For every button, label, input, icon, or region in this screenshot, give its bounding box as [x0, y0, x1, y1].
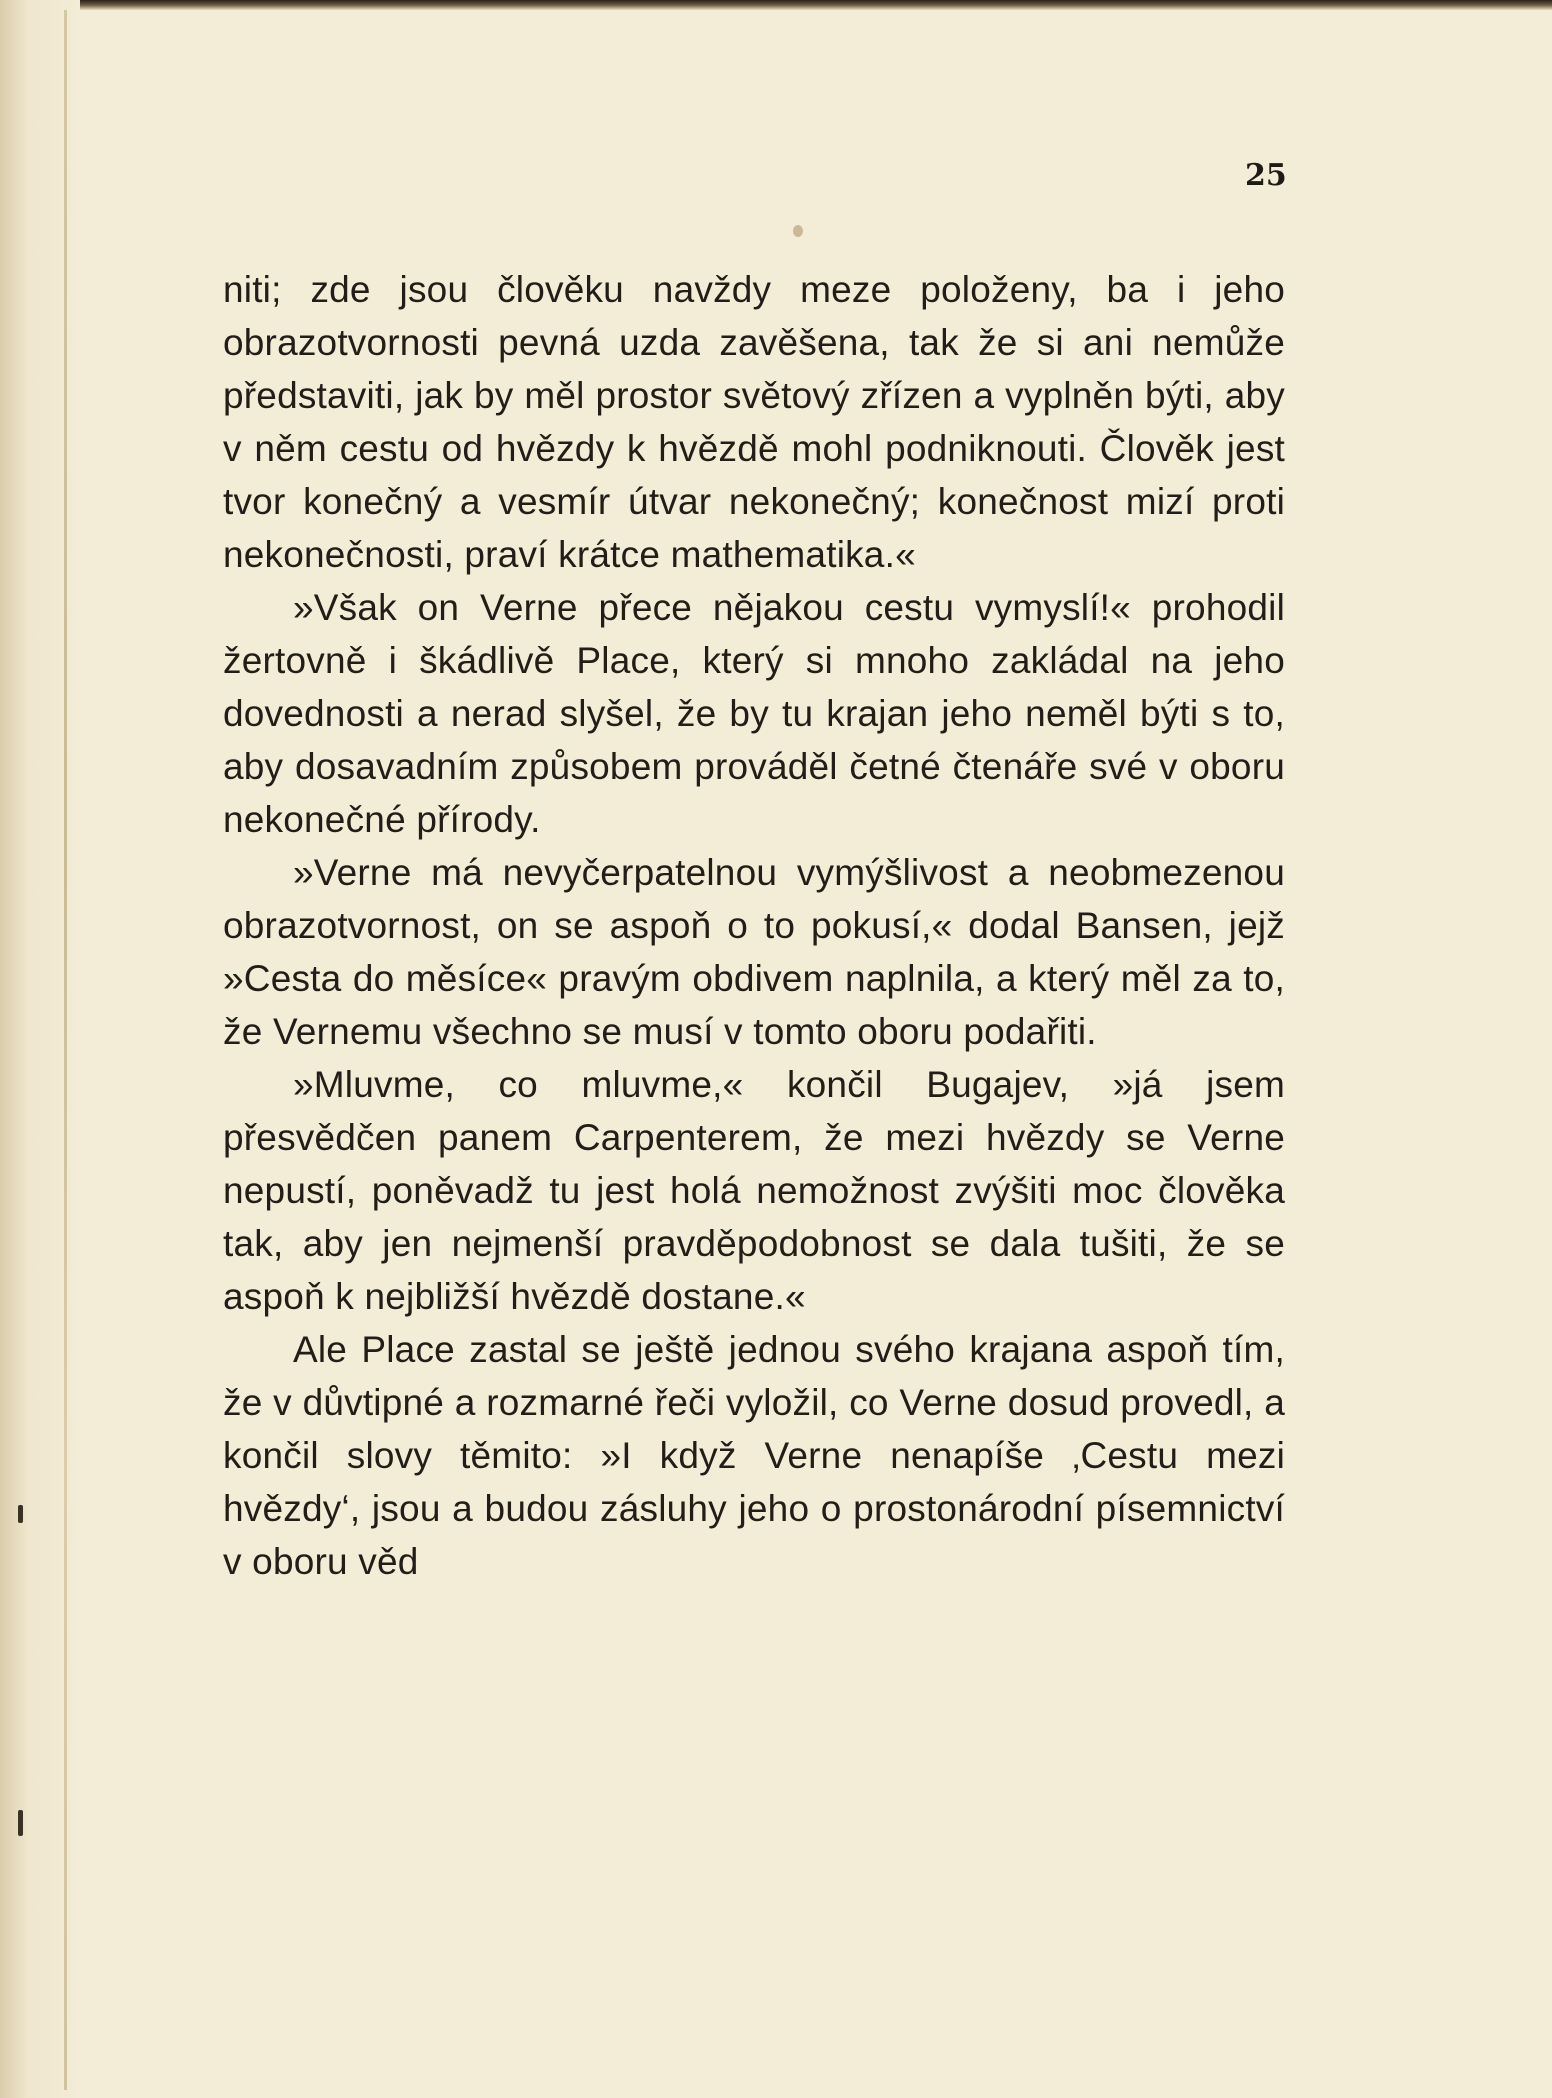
binding-mark	[18, 1810, 23, 1836]
binding-mark	[18, 1505, 23, 1523]
paragraph: Ale Place zastal se ještě jednou svého krajana aspoň tím, že v důvtipné a rozmarné řeči vyložil, co Verne dosud provedl, a končil slovy těmito: »I když Verne nenapíše ‚Cestu mezi hvězdy‘, jsou a budou zásluhy jeho o prostonárodní písemnictví v oboru věd	[223, 1329, 1285, 1582]
paper-speck	[793, 225, 803, 237]
page-top-edge	[0, 0, 1552, 10]
page-number: 25	[1245, 158, 1287, 193]
paragraph: »Však on Verne přece nějakou cestu vymyslí!« prohodil žertovně i škádlivě Place, který si mnoho zakládal na jeho dovednosti a nerad slyšel, že by tu krajan jeho neměl býti s to, aby dosavadním způsobem prováděl četné čtenáře své v oboru nekonečné přírody.	[223, 587, 1285, 840]
paragraph: »Mluvme, co mluvme,« končil Bugajev, »já jsem přesvědčen panem Carpenterem, že mezi hvězdy se Verne nepustí, poněvadž tu jest holá nemožnost zvýšiti moc člověka tak, aby jen nejmenší pravděpodobnost se dala tušiti, že se aspoň k nejbližší hvězdě dostane.«	[223, 1064, 1285, 1317]
body-text	[223, 263, 1285, 1588]
paragraph: niti; zde jsou člověku navždy meze položeny, ba i jeho obrazotvornosti pevná uzda zavěšena, tak že si ani nemůže představiti, jak by měl prostor světový zřízen a vyplněn býti, aby v něm cestu od hvězdy k hvězdě mohl podniknouti. Člověk jest tvor konečný a vesmír útvar nekonečný; konečnost mizí proti nekonečnosti, praví krátce mathematika.«	[223, 269, 1285, 575]
binding-crease	[64, 10, 67, 2090]
page-binding-gutter	[0, 0, 80, 2098]
paragraph: »Verne má nevyčerpatelnou vymýšlivost a neobmezenou obrazotvornost, on se aspoň o to pokusí,« dodal Bansen, jejž »Cesta do měsíce« pravým obdivem naplnila, a který měl za to, že Vernemu všechno se musí v tomto oboru podařiti.	[223, 852, 1285, 1052]
